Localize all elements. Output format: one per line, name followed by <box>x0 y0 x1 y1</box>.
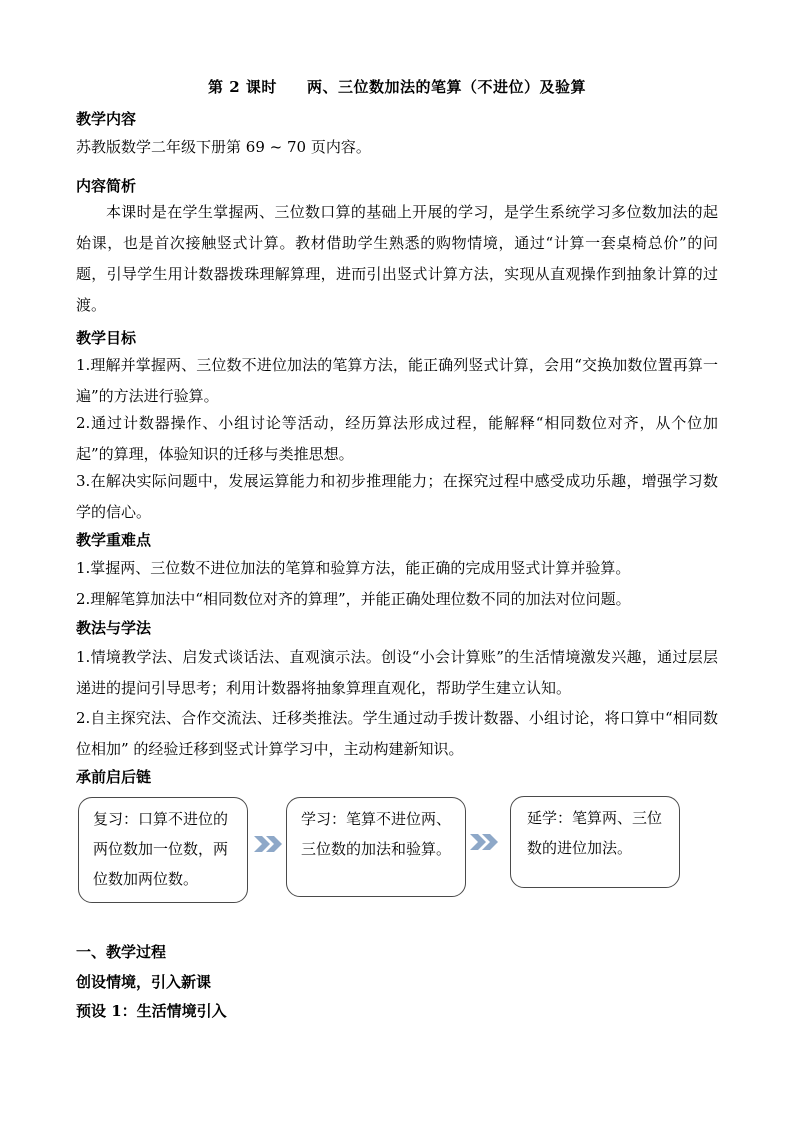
double-chevron-icon <box>468 832 500 852</box>
double-chevron-icon <box>252 834 284 854</box>
content-text: 苏教版数学二年级下册第 69 ~ 70 页内容。 <box>76 138 371 156</box>
subheading-scene: 创设情境，引入新课 <box>76 973 212 991</box>
chain-box-learn: 学习：笔算不进位两、三位数的加法和验算。 <box>286 797 466 897</box>
heading-summary: 内容简析 <box>76 177 137 195</box>
method-item-2: 2.自主探究法、合作交流法、迁移类推法。学生通过动手拨计数器、小组讨论，将口算中“相同数位相加” 的经验迁移到竖式计算学习中，主动构建新知识。 <box>76 709 718 758</box>
heading-content: 教学内容 <box>76 110 137 128</box>
chain-box-extend: 延学：笔算两、三位数的进位加法。 <box>510 796 680 888</box>
lesson-topic: 两、三位数加法的笔算（不进位）及验算 <box>306 78 586 96</box>
heading-methods: 教法与学法 <box>76 619 152 637</box>
heading-keypoints: 教学重难点 <box>76 531 152 549</box>
method-item-1: 1.情境教学法、启发式谈话法、直观演示法。创设“小会计算账”的生活情境激发兴趣，通过层层递进的提问引导思考；利用计数器将抽象算理直观化，帮助学生建立认知。 <box>76 648 718 697</box>
subheading-preset-1: 预设 1：生活情境引入 <box>76 1002 227 1020</box>
keypoint-item-2: 2.理解笔算加法中“相同数位对齐的算理”，并能正确处理位数不同的加法对位问题。 <box>76 590 631 608</box>
lesson-title <box>0 76 794 97</box>
heading-goals: 教学目标 <box>76 329 137 347</box>
chain-box-review: 复习：口算不进位的两位数加一位数，两位数加两位数。 <box>78 797 248 903</box>
heading-chain: 承前启后链 <box>76 768 152 786</box>
lesson-number: 第 2 课时 <box>208 78 277 96</box>
keypoint-item-1: 1.掌握两、三位数不进位加法的笔算和验算方法，能正确的完成用竖式计算并验算。 <box>76 559 631 577</box>
heading-process: 一、教学过程 <box>76 943 167 961</box>
summary-text: 本课时是在学生掌握两、三位数口算的基础上开展的学习，是学生系统学习多位数加法的起始课，也是首次接触竖式计算。教材借助学生熟悉的购物情境，通过“计算一套桌椅总价”的问题，引导学生用计数器拨珠理解算理，进而引出竖式计算方法，实现从直观操作到抽象计算的过渡。 <box>76 203 718 314</box>
goal-item-3: 3.在解决实际问题中，发展运算能力和初步推理能力；在探究过程中感受成功乐趣，增强学习数学的信心。 <box>76 472 718 521</box>
goal-item-2: 2.通过计数器操作、小组讨论等活动，经历算法形成过程，能解释“相同数位对齐，从个位加起”的算理，体验知识的迁移与类推思想。 <box>76 414 718 463</box>
goal-item-1: 1.理解并掌握两、三位数不进位加法的笔算方法，能正确列竖式计算，会用“交换加数位置再算一遍”的方法进行验算。 <box>76 356 718 405</box>
